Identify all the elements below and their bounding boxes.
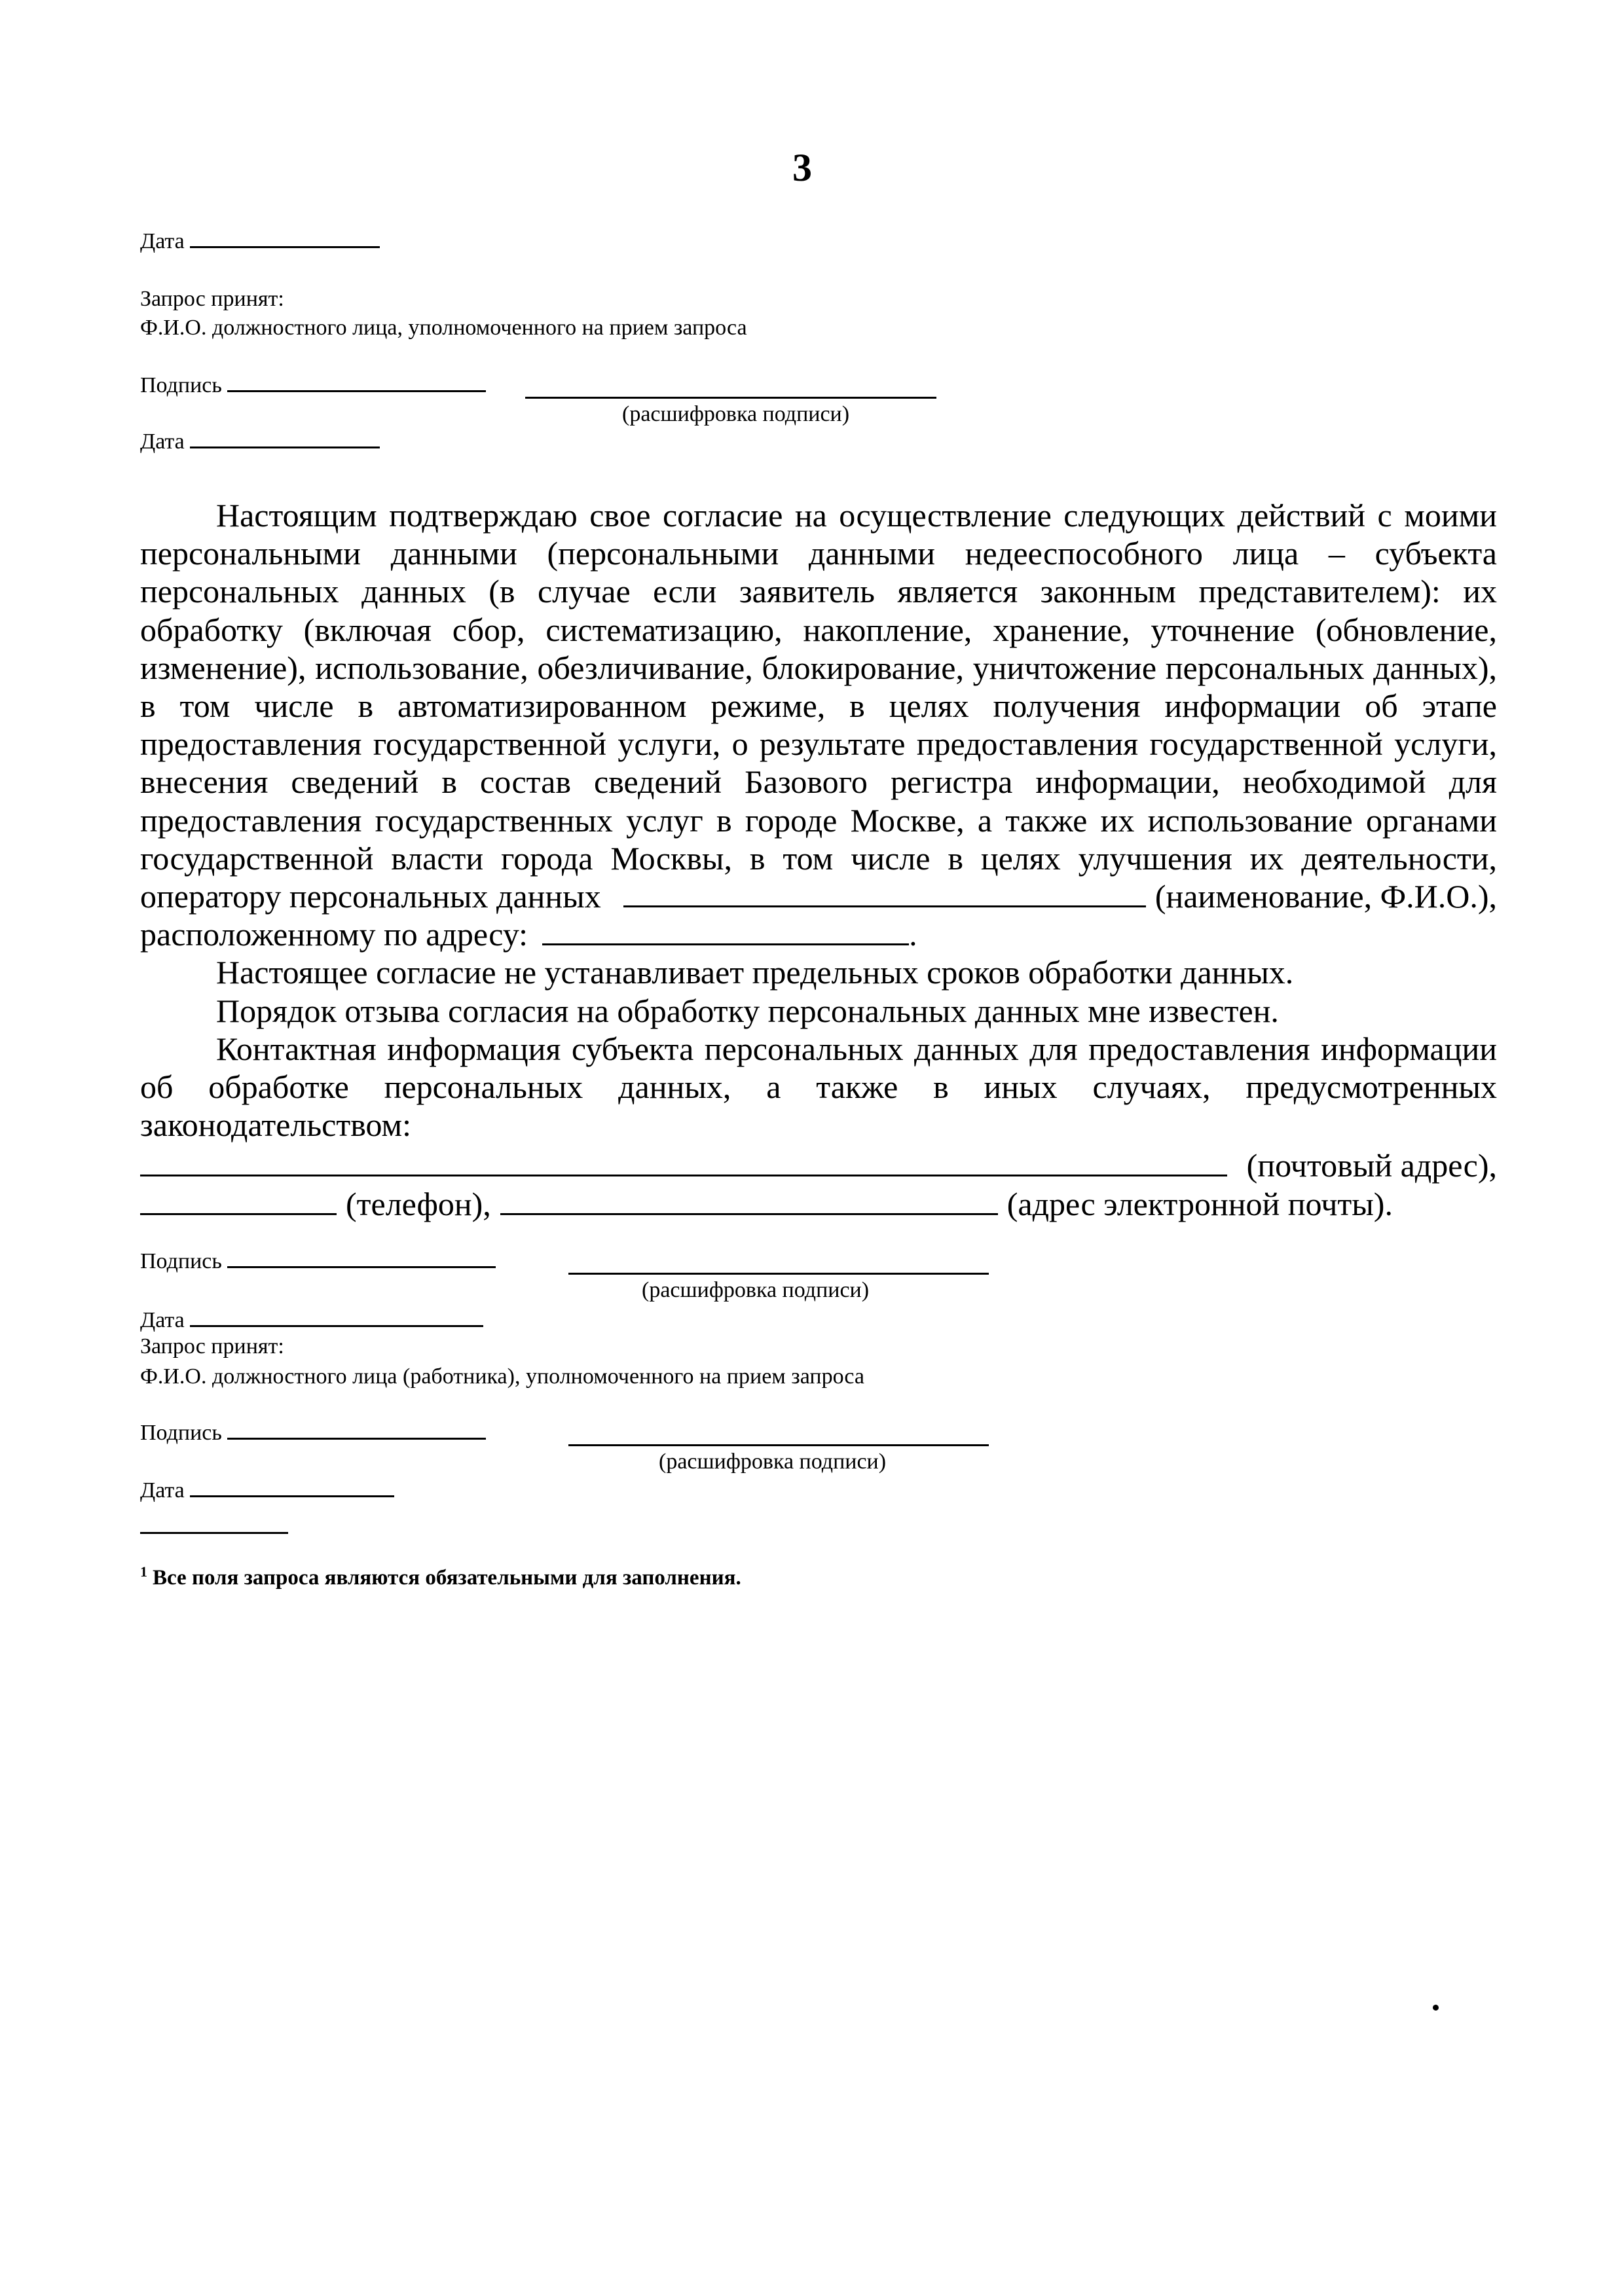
date-label: Дата	[140, 1478, 185, 1503]
email-field[interactable]	[500, 1191, 998, 1215]
page-number: 3	[792, 146, 812, 189]
signature-decode-line[interactable]	[568, 1273, 989, 1275]
date-label: Дата	[140, 1308, 185, 1332]
no-limit-text: Настоящее согласие не устанавливает предельных сроков обработки данных.	[216, 954, 1294, 991]
signature-decode-caption: (расшифровка подписи)	[642, 1278, 870, 1302]
signature-label: Подпись	[140, 373, 222, 397]
signature-row-3	[140, 1419, 486, 1447]
phone-hint: (телефон),	[346, 1185, 491, 1222]
phone-field[interactable]	[140, 1191, 337, 1215]
date-field[interactable]	[190, 1307, 483, 1327]
address-label: расположенному по адресу:	[140, 916, 528, 953]
signature-decode-caption: (расшифровка подписи)	[622, 402, 850, 426]
date-field[interactable]	[190, 428, 380, 448]
date-field[interactable]	[190, 228, 380, 248]
email-hint: (адрес электронной почты).	[1006, 1185, 1393, 1222]
postal-row	[140, 1146, 1497, 1184]
consent-paragraph: Настоящим подтверждаю свое согласие на осуществление следующих действий с моими персональными данными (персональными данными недееспособного лица – субъекта персональных данных (в случае если заявитель является законным представителем): их обработку (включая сбор, систематизацию, накопление, хранение, уточнение (обновление, изменение), использование, обезличивание, блокирование, уничтожение персональных данных), в том числе в автоматизированном режиме, в целях получения информации об этапе предоставления государственной услуги, о результате предоставления государственной услуги, внесения сведений в состав сведений Базового регистра информации, необходимой для предоставления государственных услуг в городе Москве, а также их использование органами государственной власти города Москвы, в том числе в целях улучшения их деятельности,	[140, 497, 1497, 877]
contact-intro: Контактная информация субъекта персональных данных для предоставления информации об обработке персональных данных, а также в иных случаях, предусмотренных законодательством:	[140, 1030, 1497, 1144]
request-accepted-label: Запрос принят:	[140, 287, 284, 311]
signature-field[interactable]	[227, 1419, 486, 1440]
date-row-2	[140, 428, 380, 456]
address-end: .	[909, 916, 917, 953]
footnote-marker: 1	[140, 1563, 147, 1580]
footnote-rule	[140, 1532, 288, 1534]
phone-email-row	[140, 1185, 1497, 1223]
signature-label: Подпись	[140, 1421, 222, 1445]
signature-field[interactable]	[227, 1248, 496, 1268]
scan-speck	[1431, 2003, 1440, 2012]
date-row-1	[140, 228, 380, 255]
postal-address-field[interactable]	[140, 1155, 1227, 1176]
signature-decode-caption: (расшифровка подписи)	[659, 1449, 887, 1474]
postal-hint: (почтовый адрес),	[1246, 1147, 1497, 1184]
footnote-text: Все поля запроса являются обязательными для заполнения.	[153, 1566, 741, 1590]
official-fio-label: Ф.И.О. должностного лица, уполномоченного на прием запроса	[140, 316, 747, 340]
operator-label: оператору персональных данных	[140, 878, 601, 915]
address-field[interactable]	[542, 921, 909, 945]
operator-row	[140, 877, 1497, 915]
official-fio-label: Ф.И.О. должностного лица (работника), уполномоченного на прием запроса	[140, 1364, 865, 1389]
operator-hint: (наименование, Ф.И.О.),	[1154, 878, 1497, 915]
signature-row-1	[140, 372, 486, 399]
date-field[interactable]	[190, 1477, 394, 1497]
signature-decode-line[interactable]	[525, 397, 936, 399]
signature-row-2	[140, 1248, 496, 1275]
consent-text	[140, 496, 1497, 1223]
signature-decode-line[interactable]	[568, 1444, 989, 1446]
date-label: Дата	[140, 429, 185, 454]
date-label: Дата	[140, 229, 185, 253]
footnote	[140, 1563, 741, 1590]
signature-field[interactable]	[227, 372, 486, 392]
request-accepted-label: Запрос принят:	[140, 1334, 284, 1358]
date-row-4	[140, 1477, 394, 1504]
signature-label: Подпись	[140, 1249, 222, 1273]
date-row-3	[140, 1307, 483, 1334]
operator-field[interactable]	[623, 886, 1146, 907]
withdrawal-text: Порядок отзыва согласия на обработку персональных данных мне известен.	[216, 992, 1279, 1029]
address-row	[140, 915, 1497, 953]
